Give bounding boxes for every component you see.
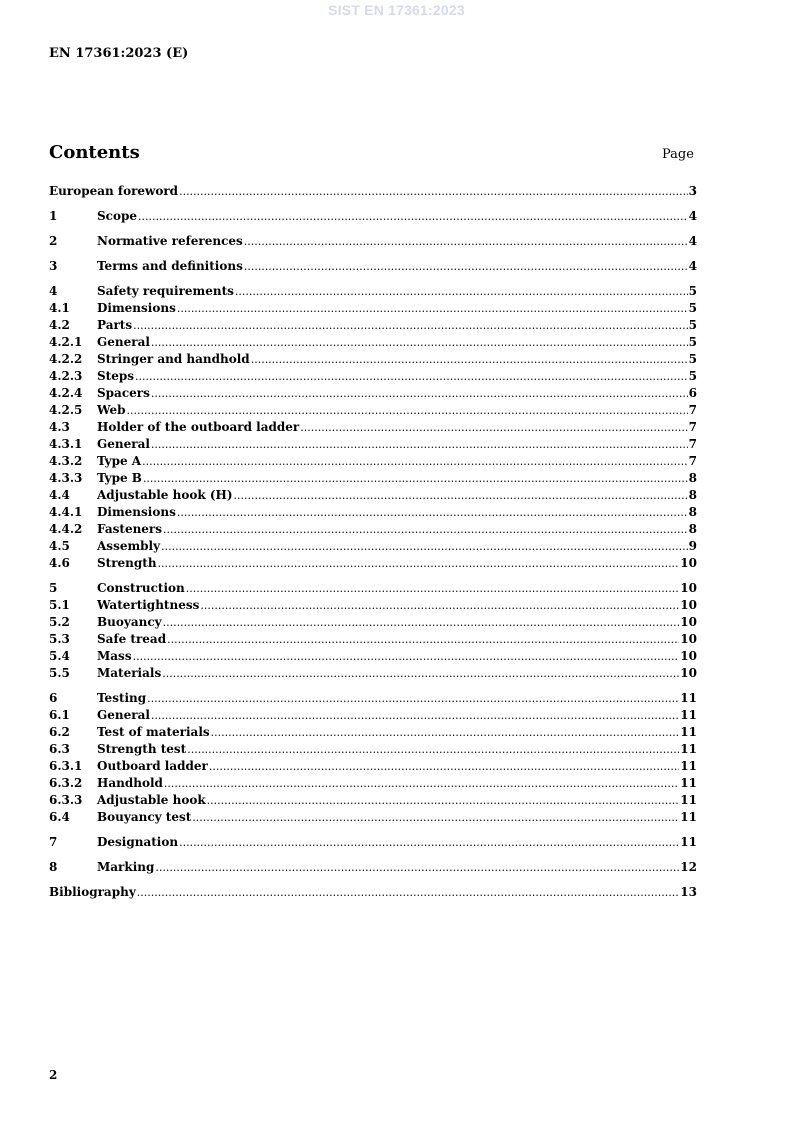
toc-entry-title: General	[97, 437, 150, 451]
toc-entry-page: 10	[680, 556, 697, 570]
toc-entry-title: Holder of the outboard ladder	[97, 420, 300, 434]
toc-leader-dots	[161, 539, 688, 556]
page-column-label: Page	[662, 147, 694, 162]
toc-entry-page: 11	[680, 691, 697, 705]
toc-leader-dots	[200, 598, 679, 615]
toc-entry-page: 5	[688, 369, 697, 383]
toc-entry-title: Steps	[97, 369, 134, 383]
toc-entry-number: 4.3.1	[49, 437, 83, 451]
toc-entry-page: 7	[688, 420, 697, 434]
toc-leader-dots	[151, 335, 688, 352]
toc-leader-dots	[133, 649, 680, 666]
toc-entry[interactable]	[49, 471, 697, 488]
toc-leader-dots	[179, 835, 679, 852]
toc-leader-dots	[244, 259, 688, 276]
toc-leader-dots	[186, 581, 680, 598]
toc-entry[interactable]	[49, 209, 697, 226]
toc-entry[interactable]	[49, 488, 697, 505]
toc-entry-page: 3	[688, 184, 697, 198]
toc-entry-number: 6.3.1	[49, 759, 83, 773]
toc-entry-number: 4.4.2	[49, 522, 83, 536]
toc-entry[interactable]	[49, 885, 697, 902]
toc-leader-dots	[251, 352, 688, 369]
toc-entry-title: Strength	[97, 556, 157, 570]
toc-leader-dots	[187, 742, 679, 759]
toc-entry[interactable]	[49, 505, 697, 522]
table-of-contents	[49, 184, 697, 902]
toc-entry-title: Web	[97, 403, 126, 417]
toc-leader-dots	[234, 488, 688, 505]
toc-leader-dots	[179, 184, 688, 201]
toc-entry-title: Designation	[97, 835, 179, 849]
toc-entry-page: 11	[680, 835, 697, 849]
toc-entry-page: 11	[680, 708, 697, 722]
toc-entry[interactable]	[49, 454, 697, 471]
toc-leader-dots	[192, 810, 679, 827]
toc-entry-number: 7	[49, 835, 58, 849]
toc-entry-page: 7	[688, 454, 697, 468]
toc-entry[interactable]	[49, 234, 697, 251]
toc-entry-page: 13	[680, 885, 697, 899]
toc-entry[interactable]	[49, 810, 697, 827]
toc-leader-dots	[235, 284, 688, 301]
toc-leader-dots	[163, 522, 688, 539]
toc-entry[interactable]	[49, 598, 697, 615]
toc-entry-number: 4.5	[49, 539, 70, 553]
toc-entry[interactable]	[49, 835, 697, 852]
toc-entry-title: Adjustable hook	[97, 793, 206, 807]
toc-entry-title: Watertightness	[97, 598, 200, 612]
toc-entry-page: 4	[688, 209, 697, 223]
toc-entry[interactable]	[49, 581, 697, 598]
toc-entry[interactable]	[49, 284, 697, 301]
toc-entry[interactable]	[49, 522, 697, 539]
toc-leader-dots	[138, 209, 688, 226]
toc-entry-number: 4.2.5	[49, 403, 83, 417]
toc-entry-number: 4.3.3	[49, 471, 83, 485]
toc-leader-dots	[167, 632, 679, 649]
toc-entry-title: Safe tread	[97, 632, 167, 646]
toc-entry-page: 7	[688, 437, 697, 451]
toc-entry[interactable]	[49, 691, 697, 708]
toc-entry-title: Marking	[97, 860, 155, 874]
toc-entry-number: 8	[49, 860, 58, 874]
toc-entry-number: 4.2	[49, 318, 70, 332]
toc-leader-dots	[151, 386, 688, 403]
toc-entry-number: 3	[49, 259, 58, 273]
toc-entry[interactable]	[49, 369, 697, 386]
toc-entry-number: 4.2.1	[49, 335, 83, 349]
toc-entry-page: 11	[680, 725, 697, 739]
toc-entry-page: 11	[680, 810, 697, 824]
toc-entry[interactable]	[49, 403, 697, 420]
toc-leader-dots	[155, 860, 679, 877]
contents-heading: Contents	[49, 142, 140, 163]
toc-entry-title: Test of materials	[97, 725, 210, 739]
toc-entry[interactable]	[49, 632, 697, 649]
toc-leader-dots	[207, 793, 680, 810]
toc-entry-title: Dimensions	[97, 301, 176, 315]
toc-leader-dots	[162, 666, 679, 683]
toc-leader-dots	[163, 615, 680, 632]
toc-entry-title: Normative references	[97, 234, 243, 248]
toc-entry-number: 4.3	[49, 420, 70, 434]
toc-entry-title: Type A	[97, 454, 142, 468]
toc-entry[interactable]	[49, 759, 697, 776]
toc-entry-page: 8	[688, 488, 697, 502]
toc-entry-page: 8	[688, 505, 697, 519]
toc-entry-title: Handhold	[97, 776, 163, 790]
toc-entry[interactable]	[49, 649, 697, 666]
toc-entry[interactable]	[49, 335, 697, 352]
page-number: 2	[49, 1068, 58, 1082]
document-id: EN 17361:2023 (E)	[49, 46, 189, 61]
toc-entry-number: 4.4.1	[49, 505, 83, 519]
toc-leader-dots	[209, 759, 679, 776]
toc-entry-number: 2	[49, 234, 58, 248]
toc-entry-page: 10	[680, 581, 697, 595]
toc-leader-dots	[244, 234, 688, 251]
toc-entry-title: General	[97, 335, 150, 349]
toc-entry-title: Outboard ladder	[97, 759, 208, 773]
toc-entry[interactable]	[49, 793, 697, 810]
toc-entry-title: Mass	[97, 649, 132, 663]
toc-entry-title: Assembly	[97, 539, 161, 553]
toc-entry-number: 5.3	[49, 632, 70, 646]
toc-leader-dots	[211, 725, 680, 742]
toc-entry[interactable]	[49, 708, 697, 725]
toc-leader-dots	[135, 369, 688, 386]
toc-entry-number: 6.1	[49, 708, 70, 722]
toc-entry[interactable]	[49, 386, 697, 403]
toc-entry-page: 10	[680, 666, 697, 680]
toc-entry-number: 5.5	[49, 666, 70, 680]
toc-entry-title: Bibliography	[49, 885, 136, 899]
toc-entry-title: Parts	[97, 318, 133, 332]
toc-entry-page: 11	[680, 776, 697, 790]
toc-entry-page: 10	[680, 632, 697, 646]
toc-entry-number: 4.2.3	[49, 369, 83, 383]
toc-leader-dots	[177, 505, 688, 522]
toc-entry-title: Construction	[97, 581, 185, 595]
toc-entry-number: 1	[49, 209, 58, 223]
toc-entry-title: Safety requirements	[97, 284, 234, 298]
toc-entry-page: 10	[680, 598, 697, 612]
toc-entry[interactable]	[49, 184, 697, 201]
toc-entry-page: 11	[680, 793, 697, 807]
toc-entry-number: 5.4	[49, 649, 70, 663]
toc-entry-title: Dimensions	[97, 505, 176, 519]
toc-entry-title: Bouyancy test	[97, 810, 192, 824]
toc-leader-dots	[151, 708, 679, 725]
toc-entry-title: Materials	[97, 666, 162, 680]
toc-entry[interactable]	[49, 860, 697, 877]
toc-entry-number: 5.1	[49, 598, 70, 612]
watermark: SIST EN 17361:2023	[328, 2, 465, 18]
toc-entry-number: 4.1	[49, 301, 70, 315]
toc-entry-page: 5	[688, 301, 697, 315]
toc-entry-page: 5	[688, 352, 697, 366]
toc-entry[interactable]	[49, 725, 697, 742]
toc-leader-dots	[137, 885, 680, 902]
toc-leader-dots	[164, 776, 679, 793]
toc-entry[interactable]	[49, 742, 697, 759]
toc-entry-page: 5	[688, 318, 697, 332]
toc-entry-title: Buoyancy	[97, 615, 162, 629]
toc-entry-title: General	[97, 708, 150, 722]
toc-entry-page: 4	[688, 234, 697, 248]
toc-entry[interactable]	[49, 259, 697, 276]
toc-entry-page: 11	[680, 759, 697, 773]
toc-entry-page: 12	[680, 860, 697, 874]
toc-leader-dots	[127, 403, 688, 420]
toc-entry-title: Strength test	[97, 742, 187, 756]
toc-entry[interactable]	[49, 776, 697, 793]
toc-entry-page: 11	[680, 742, 697, 756]
toc-entry-page: 8	[688, 471, 697, 485]
toc-entry-page: 9	[688, 539, 697, 553]
toc-leader-dots	[142, 454, 688, 471]
toc-entry-title: European foreword	[49, 184, 179, 198]
toc-entry-page: 10	[680, 615, 697, 629]
toc-entry-number: 6	[49, 691, 58, 705]
toc-entry-title: Spacers	[97, 386, 150, 400]
toc-entry[interactable]	[49, 556, 697, 573]
toc-entry[interactable]	[49, 615, 697, 632]
toc-entry-title: Scope	[97, 209, 138, 223]
toc-entry-number: 4.2.4	[49, 386, 83, 400]
toc-entry-page: 7	[688, 403, 697, 417]
toc-entry-number: 6.2	[49, 725, 70, 739]
toc-entry-number: 6.4	[49, 810, 70, 824]
toc-entry[interactable]	[49, 352, 697, 369]
toc-entry-title: Stringer and handhold	[97, 352, 250, 366]
toc-entry-number: 4	[49, 284, 58, 298]
toc-entry[interactable]	[49, 539, 697, 556]
toc-leader-dots	[151, 437, 688, 454]
toc-entry-title: Adjustable hook (H)	[97, 488, 233, 502]
toc-entry-page: 4	[688, 259, 697, 273]
toc-leader-dots	[177, 301, 688, 318]
toc-entry[interactable]	[49, 420, 697, 437]
toc-entry-title: Testing	[97, 691, 147, 705]
toc-entry-title: Type B	[97, 471, 142, 485]
toc-entry-number: 5.2	[49, 615, 70, 629]
toc-entry-number: 4.6	[49, 556, 70, 570]
toc-entry-number: 6.3.3	[49, 793, 83, 807]
toc-entry-title: Fasteners	[97, 522, 163, 536]
toc-entry-number: 4.3.2	[49, 454, 83, 468]
toc-leader-dots	[300, 420, 687, 437]
toc-entry-title: Terms and definitions	[97, 259, 243, 273]
toc-entry-number: 6.3	[49, 742, 70, 756]
toc-entry-page: 10	[680, 649, 697, 663]
toc-entry[interactable]	[49, 301, 697, 318]
toc-entry[interactable]	[49, 666, 697, 683]
toc-entry[interactable]	[49, 437, 697, 454]
toc-leader-dots	[158, 556, 680, 573]
toc-leader-dots	[143, 471, 688, 488]
toc-entry-page: 5	[688, 284, 697, 298]
toc-entry-number: 5	[49, 581, 58, 595]
toc-entry-page: 8	[688, 522, 697, 536]
toc-entry-page: 6	[688, 386, 697, 400]
toc-leader-dots	[133, 318, 688, 335]
toc-entry-number: 6.3.2	[49, 776, 83, 790]
toc-leader-dots	[147, 691, 679, 708]
toc-entry-page: 5	[688, 335, 697, 349]
toc-entry-number: 4.2.2	[49, 352, 83, 366]
toc-entry[interactable]	[49, 318, 697, 335]
toc-entry-number: 4.4	[49, 488, 70, 502]
